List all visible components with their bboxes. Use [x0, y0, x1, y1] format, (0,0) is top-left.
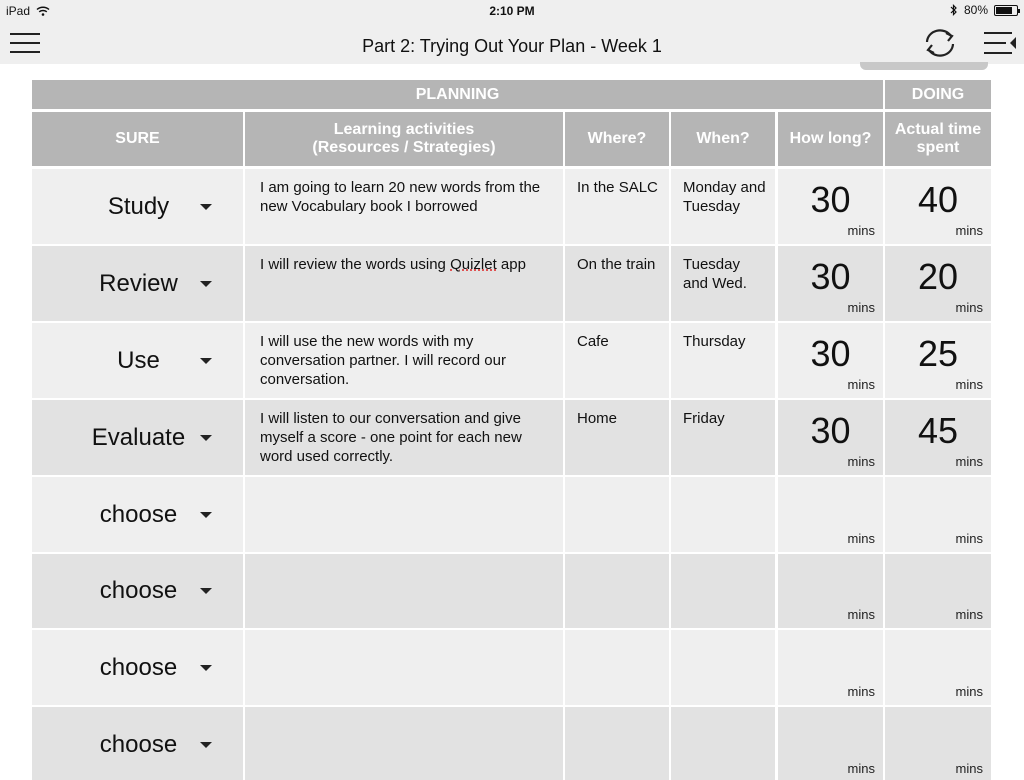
how-long-value: 30 — [810, 179, 851, 220]
how-long-cell[interactable] — [778, 323, 883, 398]
column-header-activities-line1: Learning activities — [333, 121, 475, 138]
status-time: 2:10 PM — [489, 4, 535, 18]
sure-dropdown[interactable] — [32, 707, 243, 780]
when-cell[interactable] — [671, 323, 775, 398]
when-text: Thursday — [683, 333, 746, 350]
where-text — [565, 707, 669, 716]
how-long-cell[interactable] — [778, 169, 883, 244]
sure-dropdown-value: choose — [99, 577, 178, 604]
sync-icon[interactable] — [920, 26, 960, 60]
where-text: On the train — [577, 256, 656, 273]
when-text: Monday and Tuesday — [683, 179, 766, 215]
where-text: Cafe — [577, 333, 609, 350]
when-cell[interactable] — [671, 246, 775, 321]
mins-unit-label: mins — [955, 300, 983, 315]
activity-cell[interactable] — [245, 169, 563, 244]
how-long-value: 30 — [810, 333, 851, 374]
activity-cell[interactable] — [245, 477, 563, 552]
when-cell[interactable] — [671, 169, 775, 244]
mins-unit-label: mins — [955, 454, 983, 469]
spellcheck-word: Quizlet — [450, 256, 497, 273]
when-cell[interactable] — [671, 400, 775, 475]
actual-time-value: 40 — [917, 179, 959, 220]
scroll-tab[interactable] — [860, 62, 988, 70]
mins-unit-label: mins — [955, 377, 983, 392]
actual-time-cell[interactable] — [885, 169, 991, 244]
caret-down-icon — [200, 742, 212, 748]
caret-down-icon — [200, 281, 212, 287]
how-long-value: 30 — [810, 410, 851, 451]
sure-dropdown[interactable] — [32, 246, 243, 321]
sure-dropdown-value: choose — [99, 730, 178, 758]
when-cell[interactable] — [671, 707, 775, 780]
activity-text-prefix: I will review the words using — [260, 256, 451, 273]
mins-unit-label: mins — [847, 531, 875, 546]
activity-text: I will listen to our conversation and give myself a score - one point for each new word used correctly. — [260, 410, 522, 465]
nav-bar — [0, 22, 1024, 64]
activity-text: I am going to learn 20 new words from the new Vocabulary book I borrowed — [260, 179, 541, 215]
sure-dropdown[interactable] — [32, 169, 243, 244]
status-bar — [0, 0, 1024, 22]
bluetooth-icon — [950, 4, 958, 16]
how-long-cell[interactable] — [778, 246, 883, 321]
sure-dropdown-value: choose — [99, 500, 178, 528]
activity-text — [245, 477, 563, 486]
sure-dropdown-value: Review — [99, 269, 178, 297]
where-cell[interactable] — [565, 400, 669, 475]
how-long-cell[interactable] — [778, 630, 883, 705]
mins-unit-label: mins — [955, 761, 983, 776]
sure-dropdown[interactable] — [32, 323, 243, 398]
mins-unit-label: mins — [955, 607, 983, 622]
caret-down-icon — [200, 665, 212, 671]
where-cell[interactable] — [565, 630, 669, 705]
mins-unit-label: mins — [847, 684, 875, 699]
sure-dropdown[interactable] — [32, 477, 243, 552]
where-cell[interactable] — [565, 477, 669, 552]
actual-time-cell[interactable] — [885, 630, 991, 705]
plan-table — [32, 80, 991, 780]
mins-unit-label: mins — [847, 300, 875, 315]
when-text — [671, 477, 775, 486]
activity-cell[interactable] — [245, 707, 563, 780]
sure-dropdown[interactable] — [32, 400, 243, 475]
how-long-cell[interactable] — [778, 477, 883, 552]
actual-time-cell[interactable] — [885, 400, 991, 475]
mins-unit-label: mins — [847, 223, 875, 238]
caret-down-icon — [200, 204, 212, 210]
mins-unit-label: mins — [847, 761, 875, 776]
where-text: In the SALC — [577, 179, 658, 196]
activity-cell[interactable] — [245, 246, 563, 321]
when-text: Tuesday and Wed. — [683, 256, 747, 292]
panel-toggle-icon[interactable] — [982, 30, 1018, 56]
actual-time-value: 45 — [917, 410, 959, 451]
where-text — [565, 554, 669, 563]
column-header-activities-line2: (Resources / Strategies) — [312, 139, 496, 156]
where-cell[interactable] — [565, 169, 669, 244]
where-cell[interactable] — [565, 707, 669, 780]
doing-header: DOING — [885, 80, 991, 109]
battery-percent: 80% — [963, 3, 988, 17]
where-cell[interactable] — [565, 246, 669, 321]
when-text: Friday — [683, 410, 725, 427]
page-title: Part 2: Trying Out Your Plan - Week 1 — [362, 36, 662, 56]
caret-down-icon — [200, 358, 212, 364]
when-text — [671, 630, 775, 639]
mins-unit-label: mins — [847, 454, 875, 469]
activity-text — [245, 707, 563, 716]
actual-time-cell[interactable] — [885, 246, 991, 321]
how-long-cell[interactable] — [778, 400, 883, 475]
actual-time-cell[interactable] — [885, 323, 991, 398]
where-text: Home — [577, 410, 618, 427]
where-cell[interactable] — [565, 323, 669, 398]
where-cell[interactable] — [565, 554, 669, 628]
when-cell[interactable] — [671, 554, 775, 628]
battery-icon — [994, 5, 1018, 16]
mins-unit-label: mins — [955, 223, 983, 238]
when-text — [671, 707, 775, 716]
sure-dropdown[interactable] — [32, 630, 243, 705]
actual-time-cell[interactable] — [885, 477, 991, 552]
activity-cell[interactable] — [245, 323, 563, 398]
caret-down-icon — [200, 435, 212, 441]
column-header-when: When? — [671, 112, 775, 166]
actual-time-cell[interactable] — [885, 554, 991, 628]
sure-dropdown[interactable] — [32, 554, 243, 628]
when-cell[interactable] — [671, 477, 775, 552]
sure-dropdown-value: choose — [99, 653, 178, 681]
caret-down-icon — [200, 588, 212, 594]
caret-down-icon — [200, 512, 212, 518]
activity-text — [245, 630, 563, 639]
when-cell[interactable] — [671, 630, 775, 705]
how-long-value: 30 — [810, 256, 851, 297]
when-text — [671, 554, 775, 563]
mins-unit-label: mins — [847, 607, 875, 622]
column-header-actual-line1: Actual time — [894, 121, 982, 138]
actual-time-value: 20 — [917, 256, 959, 297]
activity-cell[interactable] — [245, 554, 563, 628]
mins-unit-label: mins — [955, 531, 983, 546]
how-long-cell[interactable] — [778, 554, 883, 628]
column-header-sure: SURE — [32, 112, 243, 166]
column-header-actual-line2: spent — [916, 139, 960, 156]
device-name: iPad — [6, 4, 31, 18]
column-header-actual-time — [885, 112, 991, 166]
activity-text — [245, 246, 563, 274]
where-text — [565, 477, 669, 486]
actual-time-cell[interactable] — [885, 707, 991, 780]
actual-time-value: 25 — [917, 333, 959, 374]
where-text — [565, 630, 669, 639]
activity-cell[interactable] — [245, 400, 563, 475]
column-header-activities — [245, 112, 563, 166]
mins-unit-label: mins — [955, 684, 983, 699]
column-header-how-long: How long? — [778, 112, 883, 166]
sure-dropdown-value: Study — [107, 192, 170, 220]
activity-cell[interactable] — [245, 630, 563, 705]
sure-dropdown-value: Evaluate — [91, 423, 186, 451]
mins-unit-label: mins — [847, 377, 875, 392]
sure-dropdown-value: Use — [117, 346, 160, 374]
activity-text: I will use the new words with my conversation partner. I will record our conversation. — [260, 333, 506, 388]
activity-text — [245, 554, 563, 563]
activity-text-suffix: app — [496, 256, 526, 273]
how-long-cell[interactable] — [778, 707, 883, 780]
column-header-where: Where? — [565, 112, 669, 166]
planning-header: PLANNING — [32, 80, 883, 109]
